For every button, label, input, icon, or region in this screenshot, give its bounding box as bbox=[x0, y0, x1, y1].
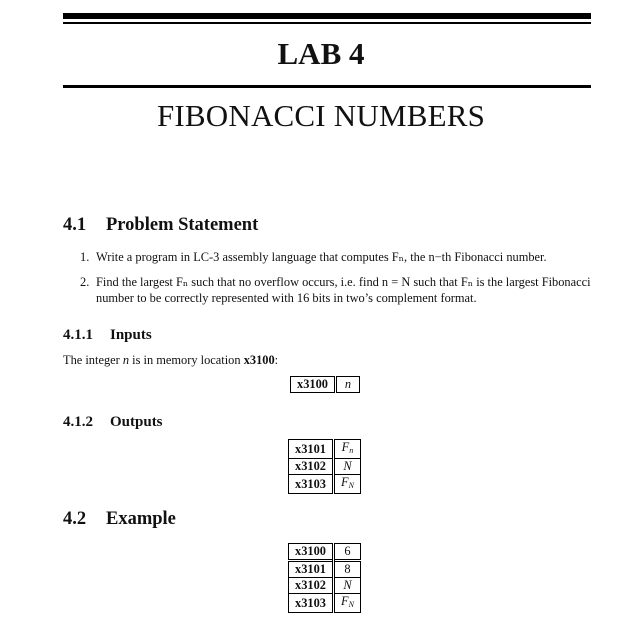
address-cell: x3102 bbox=[289, 459, 334, 475]
value-subscript: N bbox=[348, 481, 354, 490]
section-title: Example bbox=[106, 509, 176, 529]
section-heading-example bbox=[63, 507, 176, 531]
value-cell bbox=[333, 594, 360, 613]
section-number: 4.2 bbox=[63, 509, 87, 529]
value-cell bbox=[333, 475, 360, 494]
value-cell bbox=[333, 459, 360, 475]
list-item bbox=[80, 249, 594, 265]
address-cell: x3102 bbox=[289, 578, 334, 594]
list-marker: 2. bbox=[80, 275, 90, 289]
value-cell bbox=[333, 440, 360, 459]
inputs-description bbox=[63, 352, 278, 368]
table-row bbox=[289, 475, 361, 494]
address-cell: x3103 bbox=[289, 594, 334, 613]
text-fragment: : bbox=[274, 353, 279, 367]
header-rule-thick bbox=[63, 13, 591, 19]
value-symbol: F bbox=[340, 475, 349, 489]
value-subscript: n bbox=[349, 446, 354, 455]
value-symbol: F bbox=[341, 440, 350, 454]
example-memory-table bbox=[288, 543, 361, 613]
value-cell: 8 bbox=[333, 561, 360, 578]
text-fragment: is in memory location bbox=[129, 353, 244, 367]
table-row bbox=[291, 377, 360, 393]
subsection-heading-outputs bbox=[63, 412, 163, 432]
table-row bbox=[289, 544, 361, 561]
table-row bbox=[289, 440, 361, 459]
subsection-heading-inputs bbox=[63, 325, 152, 345]
value-symbol: N bbox=[343, 459, 352, 473]
variable-n: n bbox=[122, 353, 130, 367]
chapter-title: FIBONACCI NUMBERS bbox=[156, 98, 486, 133]
address-cell: x3103 bbox=[289, 475, 334, 494]
address-cell: x3101 bbox=[289, 440, 334, 459]
inputs-memory-table bbox=[290, 376, 360, 393]
value-symbol: F bbox=[340, 594, 349, 608]
outputs-memory-table bbox=[288, 439, 361, 494]
address-cell: x3100 bbox=[291, 377, 336, 393]
section-number: 4.1 bbox=[63, 215, 87, 235]
value-cell: n bbox=[335, 377, 359, 393]
section-title: Problem Statement bbox=[106, 215, 259, 235]
table-row bbox=[289, 561, 361, 578]
list-marker: 1. bbox=[80, 250, 90, 264]
subsection-title: Inputs bbox=[110, 327, 152, 343]
lab-title: LAB 4 bbox=[277, 36, 365, 71]
list-item-text: Write a program in LC-3 assembly language that computes Fₙ, the n−th Fibonacci number. bbox=[96, 250, 547, 264]
section-heading-problem bbox=[63, 213, 258, 237]
list-item-text: Find the largest Fₙ such that no overflow occurs, i.e. find n = N such that Fₙ is the largest Fibonacci number to be correctly represented with 16 bits in two’s complement format. bbox=[96, 275, 591, 305]
subsection-number: 4.1.1 bbox=[63, 327, 93, 343]
address-x3100: x3100 bbox=[243, 353, 275, 367]
subsection-number: 4.1.2 bbox=[63, 414, 93, 430]
title-divider bbox=[63, 85, 591, 88]
subsection-title: Outputs bbox=[110, 414, 163, 430]
text-fragment: The integer bbox=[63, 353, 123, 367]
value-subscript: N bbox=[348, 600, 354, 609]
address-cell: x3100 bbox=[289, 544, 334, 561]
list-item bbox=[80, 274, 594, 308]
header-rule-thin bbox=[63, 22, 591, 24]
value-cell: 6 bbox=[333, 544, 360, 561]
table-row bbox=[289, 459, 361, 475]
table-row bbox=[289, 578, 361, 594]
value-cell: N bbox=[333, 578, 360, 594]
address-cell: x3101 bbox=[289, 561, 334, 578]
table-row bbox=[289, 594, 361, 613]
